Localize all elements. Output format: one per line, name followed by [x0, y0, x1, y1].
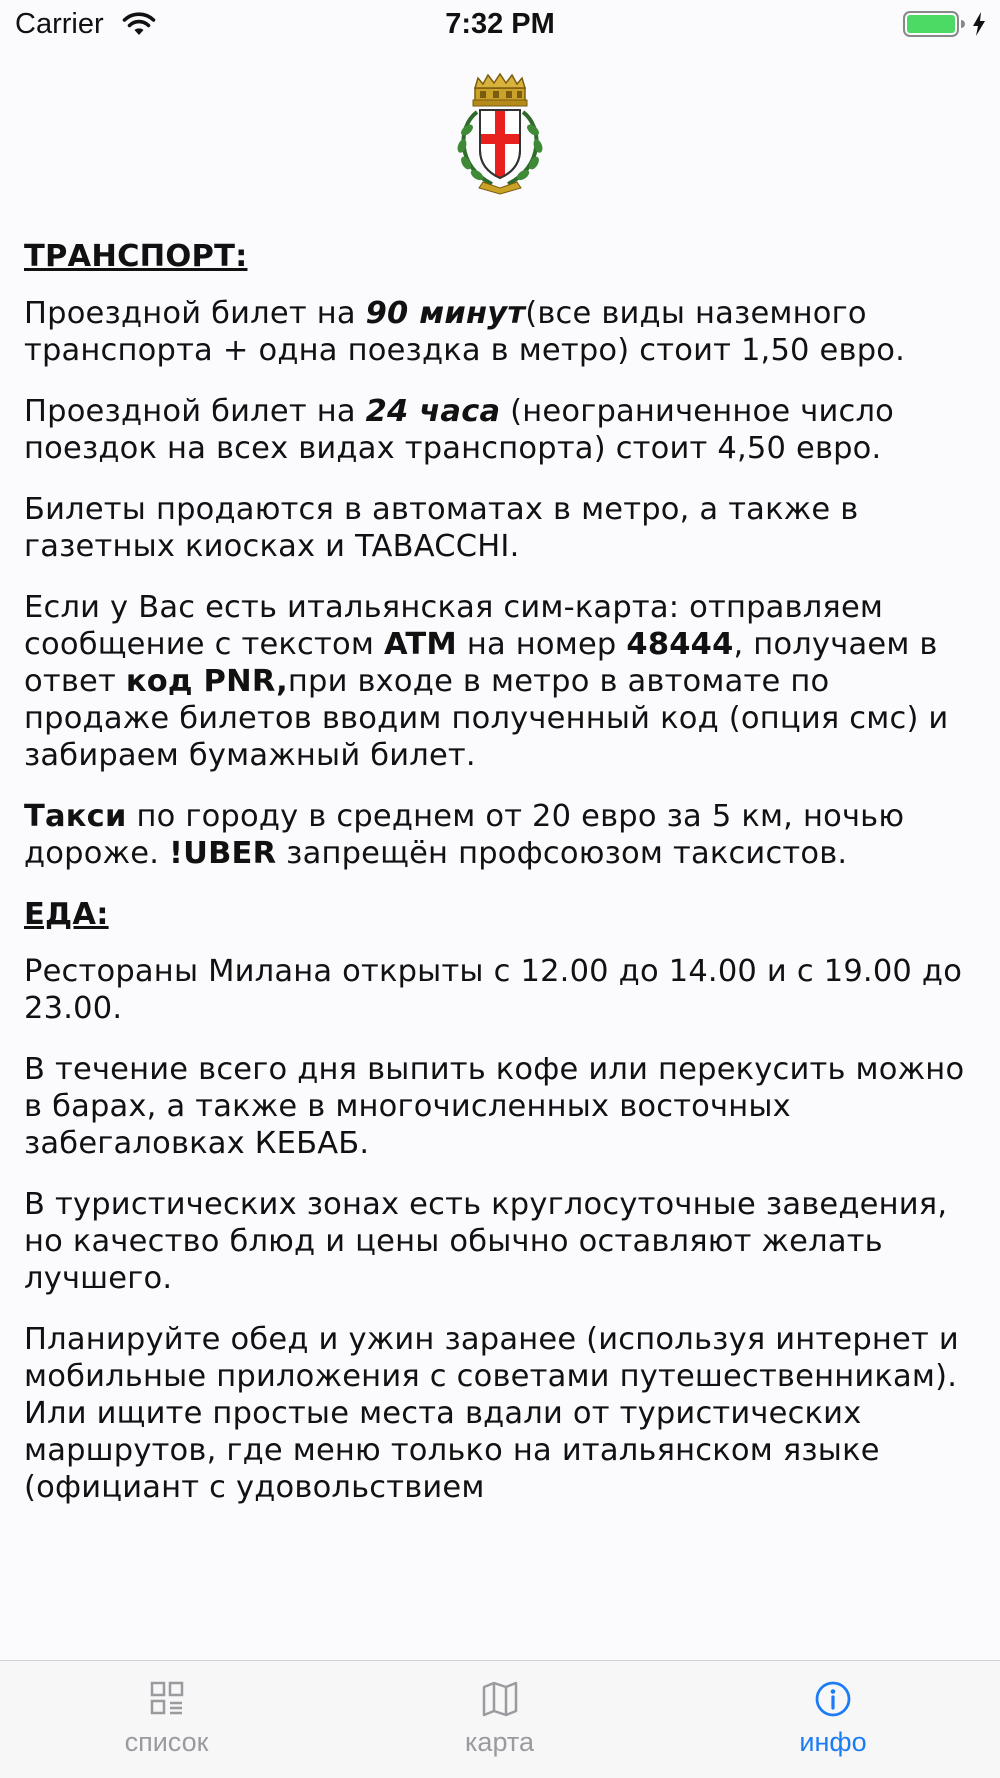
tab-info[interactable]	[666, 1661, 1000, 1778]
snacks-paragraph: В течение всего дня выпить кофе или перекусить можно в барах, а также в многочисленных восточных забегаловках КЕБАБ.	[24, 1052, 965, 1161]
text-span: по городу в среднем от 20 евро за 5 км, ночью дороже.	[24, 799, 905, 871]
tickets-sale-paragraph: Билеты продаются в автоматах в метро, а также в газетных киосках и TABACCHI.	[24, 492, 859, 564]
carrier-label: Carrier	[15, 8, 104, 40]
charging-bolt-icon	[971, 11, 987, 42]
food-heading: ЕДА:	[24, 897, 109, 932]
text-emphasis: 24 часа	[365, 394, 501, 429]
status-bar	[0, 0, 1000, 50]
tab-info-label: инфо	[799, 1727, 867, 1757]
tourist-zones-paragraph: В туристических зонах есть круглосуточные заведения, но качество блюд и цены обычно оставляют желать лучшего.	[24, 1187, 948, 1296]
tab-map-label: карта	[465, 1727, 534, 1757]
clock: 7:32 PM	[445, 8, 555, 40]
text-emphasis: ATM	[383, 627, 457, 662]
tab-list-label: список	[124, 1727, 209, 1757]
text-emphasis: 90 минут	[365, 296, 526, 331]
text-span: Проездной билет на	[24, 296, 366, 331]
battery-icon	[903, 11, 967, 42]
restaurant-hours-paragraph: Рестораны Милана открыты с 12.00 до 14.00 и с 19.00 до 23.00.	[24, 954, 963, 1026]
text-emphasis: код PNR,	[125, 664, 288, 699]
text-span: Проездной билет на	[24, 394, 366, 429]
tab-map[interactable]	[333, 1661, 666, 1778]
text-span: , получаем в ответ	[24, 627, 938, 699]
taxi-paragraph	[24, 798, 979, 872]
transport-heading: ТРАНСПОРТ:	[24, 239, 248, 274]
text-span: Если у Вас есть итальянская сим-карта: отправляем сообщение с текстом	[24, 590, 884, 662]
transport-90min-paragraph	[24, 295, 979, 369]
planning-paragraph: Планируйте обед и ужин заранее (используя интернет и мобильные приложения с советами путешественникам). Или ищите простые места вдали от туристических маршрутов, где меню только на итальянском языке (официант с удовольствием	[24, 1322, 959, 1505]
tab-list[interactable]	[0, 1661, 333, 1778]
grid-list-icon	[147, 1679, 187, 1719]
tab-bar	[0, 1660, 1000, 1778]
text-span: на номер	[456, 627, 627, 662]
sms-ticket-paragraph	[24, 589, 979, 774]
text-emphasis: 48444	[626, 627, 734, 662]
map-icon	[480, 1679, 520, 1719]
coat-of-arms	[447, 72, 553, 196]
info-content	[24, 238, 979, 1530]
text-span: (все виды наземного транспорта + одна поездка в метро) стоит 1,50 евро.	[24, 296, 906, 368]
text-span: запрещён профсоюзом таксистов.	[276, 836, 848, 871]
text-emphasis: !UBER	[169, 836, 277, 871]
text-span: при входе в метро в автомате по продаже билетов вводим полученный код (опция смс) и забираем бумажный билет.	[24, 664, 949, 773]
text-emphasis: Такси	[24, 799, 127, 834]
info-icon	[813, 1679, 853, 1719]
text-span: (неограниченное число поездок на всех видах транспорта) стоит 4,50 евро.	[24, 394, 895, 466]
transport-24h-paragraph	[24, 393, 979, 467]
